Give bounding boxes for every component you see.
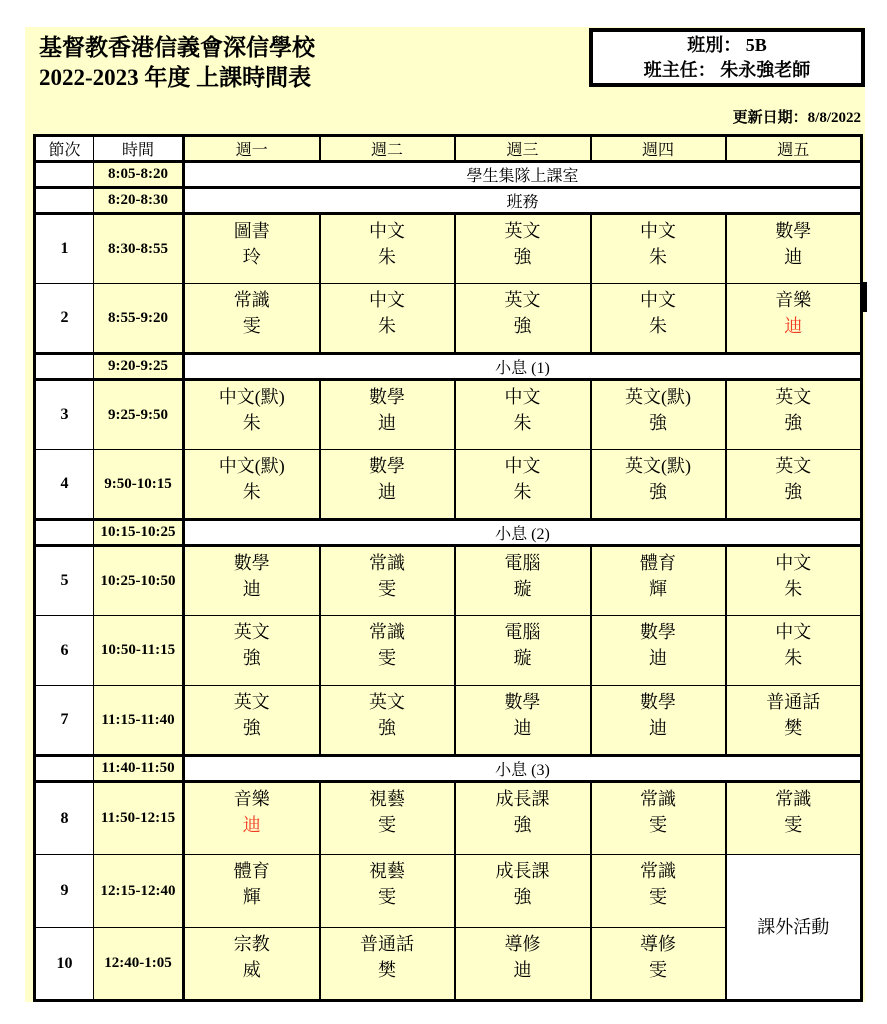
period-number-cell: 1	[35, 214, 94, 284]
subject-label: 常識	[775, 789, 812, 809]
subject-label: 英文	[504, 221, 541, 241]
lesson-cell	[320, 616, 455, 686]
subject-label: 音樂	[775, 290, 812, 310]
break-row	[35, 188, 862, 214]
subject-label: 中文	[369, 290, 405, 310]
subject-label: 體育	[233, 861, 270, 881]
subject-label: 數學	[369, 387, 405, 407]
time-cell: 9:50-10:15	[94, 450, 184, 520]
lesson-cell	[184, 284, 320, 354]
lesson-cell	[455, 546, 591, 616]
teacher-label: 強	[378, 718, 396, 738]
lesson-cell	[320, 782, 455, 855]
subject-label: 中文	[640, 290, 676, 310]
lesson-cell	[591, 546, 726, 616]
teacher-label: 迪	[378, 413, 396, 433]
header-time: 時間	[94, 136, 184, 162]
class-line	[687, 33, 767, 58]
teacher-label: 迪	[513, 718, 532, 738]
lesson-cell	[320, 686, 455, 756]
subject-label: 常識	[640, 789, 676, 809]
subject-label: 音樂	[233, 789, 270, 809]
lesson-cell	[591, 284, 726, 354]
lesson-cell	[455, 928, 591, 1001]
time-cell: 12:40-1:05	[94, 928, 184, 1001]
activity-cell: 班務	[184, 188, 862, 214]
period-number-cell: 3	[35, 380, 94, 450]
teacher-label: 雯	[378, 579, 396, 599]
subject-label: 電腦	[504, 553, 541, 573]
period-row	[35, 686, 862, 756]
time-cell: 11:50-12:15	[94, 782, 184, 855]
lesson-cell	[726, 782, 862, 855]
subject-label: 英文	[504, 290, 541, 310]
teacher-label: 強	[513, 316, 532, 336]
activity-cell: 小息 (1)	[184, 354, 862, 380]
subject-label: 英文	[233, 692, 270, 712]
teacher-label: 朱	[513, 482, 532, 502]
lesson-cell	[591, 380, 726, 450]
period-number-cell: 2	[35, 284, 94, 354]
teacher-label: 璇	[513, 579, 532, 599]
header-period: 節次	[35, 136, 94, 162]
teacher-label: 樊	[784, 718, 803, 738]
teacher-label: 雯	[649, 815, 667, 835]
teacher-label: 威	[242, 960, 261, 980]
period-row	[35, 450, 862, 520]
lesson-cell	[591, 782, 726, 855]
time-cell: 11:40-11:50	[94, 756, 184, 782]
class-info-box	[589, 28, 865, 87]
lesson-cell	[184, 616, 320, 686]
teacher-label: 朱	[378, 316, 396, 336]
period-number-cell	[35, 756, 94, 782]
teacher-label: 樊	[378, 960, 396, 980]
teacher-label: 強	[242, 718, 261, 738]
subject-label: 數學	[775, 221, 812, 241]
period-number-cell	[35, 354, 94, 380]
teacher-label: 輝	[242, 887, 261, 907]
header-thursday: 週四	[591, 136, 726, 162]
teacher-label: 迪	[784, 247, 803, 267]
lesson-cell	[591, 450, 726, 520]
subject-label: 普通話	[360, 934, 414, 954]
class-value: 5B	[745, 34, 767, 55]
subject-label: 導修	[504, 934, 541, 954]
subject-label: 宗教	[233, 934, 270, 954]
lesson-cell	[455, 284, 591, 354]
timetable-sheet	[25, 27, 865, 1002]
updated-date: 更新日期：8/8/2022	[732, 110, 861, 126]
time-cell: 8:55-9:20	[94, 284, 184, 354]
subject-label: 中文	[369, 221, 405, 241]
time-cell: 10:15-10:25	[94, 520, 184, 546]
subject-label: 中文	[504, 456, 541, 476]
lesson-cell	[591, 686, 726, 756]
teacher-label: 迪	[649, 648, 667, 668]
lesson-cell	[320, 380, 455, 450]
subject-label: 英文(默)	[625, 387, 691, 407]
lesson-cell	[591, 928, 726, 1001]
period-number-cell: 9	[35, 855, 94, 928]
class-teacher-value: 朱永強老師	[720, 59, 811, 80]
lesson-cell	[320, 855, 455, 928]
teacher-label: 朱	[242, 482, 261, 502]
class-teacher-label: 班主任：	[643, 59, 716, 80]
teacher-label: 強	[513, 887, 532, 907]
lesson-cell	[726, 686, 862, 756]
header-friday: 週五	[726, 136, 862, 162]
subject-label: 中文(默)	[218, 456, 285, 476]
subject-label: 中文	[504, 387, 541, 407]
period-row	[35, 214, 862, 284]
subject-label: 英文(默)	[625, 456, 691, 476]
teacher-label: 強	[513, 247, 532, 267]
class-label: 班別：	[687, 34, 742, 55]
teacher-label: 朱	[784, 648, 803, 668]
teacher-label: 強	[784, 482, 803, 502]
teacher-label: 雯	[649, 960, 667, 980]
lesson-cell	[320, 928, 455, 1001]
teacher-label: 強	[513, 815, 532, 835]
subject-label: 英文	[775, 387, 812, 407]
subject-label: 常識	[369, 622, 405, 642]
teacher-label: 強	[242, 648, 261, 668]
lesson-cell	[184, 855, 320, 928]
teacher-label: 朱	[378, 247, 396, 267]
subject-label: 中文	[775, 553, 812, 573]
timetable-subtitle: 2022-2023 年度 上課時間表	[39, 65, 312, 90]
lesson-cell	[455, 782, 591, 855]
subject-label: 導修	[640, 934, 676, 954]
lesson-cell	[184, 782, 320, 855]
teacher-label: 強	[784, 413, 803, 433]
teacher-label: 朱	[513, 413, 532, 433]
teacher-label: 雯	[784, 815, 803, 835]
break-row	[35, 756, 862, 782]
subject-label: 成長課	[495, 861, 550, 881]
subject-label: 中文	[775, 622, 812, 642]
subject-label: 常識	[369, 553, 405, 573]
lesson-cell	[184, 686, 320, 756]
teacher-label: 璇	[513, 648, 532, 668]
teacher-label: 雯	[378, 815, 396, 835]
lesson-cell	[726, 214, 862, 284]
period-number-cell: 10	[35, 928, 94, 1001]
subject-label: 英文	[369, 692, 405, 712]
period-number-cell: 4	[35, 450, 94, 520]
break-row	[35, 354, 862, 380]
period-number-cell	[35, 188, 94, 214]
period-number-cell: 7	[35, 686, 94, 756]
time-cell: 8:05-8:20	[94, 162, 184, 188]
teacher-label: 迪	[513, 960, 532, 980]
time-cell: 10:25-10:50	[94, 546, 184, 616]
time-cell: 9:20-9:25	[94, 354, 184, 380]
break-row	[35, 520, 862, 546]
lesson-cell	[455, 450, 591, 520]
subject-label: 普通話	[766, 692, 821, 712]
scan-artifact	[862, 282, 867, 312]
period-number-cell	[35, 520, 94, 546]
timetable-body	[35, 162, 862, 1001]
teacher-label: 朱	[784, 579, 803, 599]
teacher-label: 強	[649, 413, 667, 433]
subject-label: 數學	[640, 692, 676, 712]
lesson-cell	[184, 380, 320, 450]
teacher-label: 迪	[378, 482, 396, 502]
subject-label: 常識	[233, 290, 270, 310]
timetable-header-row	[35, 136, 862, 162]
subject-label: 電腦	[504, 622, 541, 642]
period-number-cell: 5	[35, 546, 94, 616]
lesson-cell	[455, 214, 591, 284]
school-name: 基督教香港信義會深信學校	[39, 35, 315, 60]
subject-label: 英文	[233, 622, 270, 642]
time-cell: 8:30-8:55	[94, 214, 184, 284]
subject-label: 數學	[504, 692, 541, 712]
lesson-cell	[320, 214, 455, 284]
teacher-label: 迪	[242, 579, 261, 599]
subject-label: 常識	[640, 861, 676, 881]
cca-cell: 課外活動	[726, 855, 862, 1001]
period-number-cell: 6	[35, 616, 94, 686]
teacher-label: 朱	[649, 316, 667, 336]
lesson-cell	[320, 450, 455, 520]
class-teacher-line	[644, 58, 811, 83]
subject-label: 體育	[640, 553, 676, 573]
teacher-label: 雯	[242, 316, 261, 336]
teacher-label: 朱	[649, 247, 667, 267]
period-row	[35, 616, 862, 686]
lesson-cell	[726, 546, 862, 616]
period-number-cell	[35, 162, 94, 188]
teacher-label: 朱	[242, 413, 261, 433]
lesson-cell	[591, 855, 726, 928]
subject-label: 圖書	[233, 221, 270, 241]
subject-label: 中文(默)	[218, 387, 285, 407]
period-row	[35, 546, 862, 616]
lesson-cell	[726, 616, 862, 686]
activity-cell: 學生集隊上課室	[184, 162, 862, 188]
lesson-cell	[455, 616, 591, 686]
teacher-label: 迪	[242, 815, 261, 835]
teacher-label: 迪	[784, 316, 803, 336]
time-cell: 9:25-9:50	[94, 380, 184, 450]
time-cell: 12:15-12:40	[94, 855, 184, 928]
time-cell: 10:50-11:15	[94, 616, 184, 686]
lesson-cell	[591, 616, 726, 686]
subject-label: 視藝	[369, 789, 405, 809]
teacher-label: 迪	[649, 718, 667, 738]
period-row	[35, 782, 862, 855]
subject-label: 視藝	[369, 861, 405, 881]
header-wednesday: 週三	[455, 136, 591, 162]
teacher-label: 強	[649, 482, 667, 502]
break-row	[35, 162, 862, 188]
lesson-cell	[184, 214, 320, 284]
teacher-label: 雯	[649, 887, 667, 907]
lesson-cell	[455, 686, 591, 756]
lesson-cell	[184, 546, 320, 616]
period-number-cell: 8	[35, 782, 94, 855]
subject-label: 成長課	[495, 789, 550, 809]
subject-label: 英文	[775, 456, 812, 476]
period-row	[35, 380, 862, 450]
period-row	[35, 284, 862, 354]
lesson-cell	[320, 546, 455, 616]
lesson-cell	[726, 284, 862, 354]
teacher-label: 玲	[242, 247, 261, 267]
header-monday: 週一	[184, 136, 320, 162]
lesson-cell	[184, 450, 320, 520]
activity-cell: 小息 (2)	[184, 520, 862, 546]
lesson-cell	[455, 380, 591, 450]
time-cell: 11:15-11:40	[94, 686, 184, 756]
lesson-cell	[184, 928, 320, 1001]
lesson-cell	[726, 450, 862, 520]
subject-label: 數學	[233, 553, 270, 573]
subject-label: 數學	[369, 456, 405, 476]
lesson-cell	[455, 855, 591, 928]
lesson-cell	[591, 214, 726, 284]
lesson-cell	[320, 284, 455, 354]
subject-label: 中文	[640, 221, 676, 241]
timetable-table	[33, 134, 863, 1002]
activity-cell: 小息 (3)	[184, 756, 862, 782]
lesson-cell	[726, 380, 862, 450]
teacher-label: 輝	[649, 579, 667, 599]
subject-label: 數學	[640, 622, 676, 642]
teacher-label: 雯	[378, 887, 396, 907]
teacher-label: 雯	[378, 648, 396, 668]
period-row	[35, 855, 862, 928]
time-cell: 8:20-8:30	[94, 188, 184, 214]
header-tuesday: 週二	[320, 136, 455, 162]
